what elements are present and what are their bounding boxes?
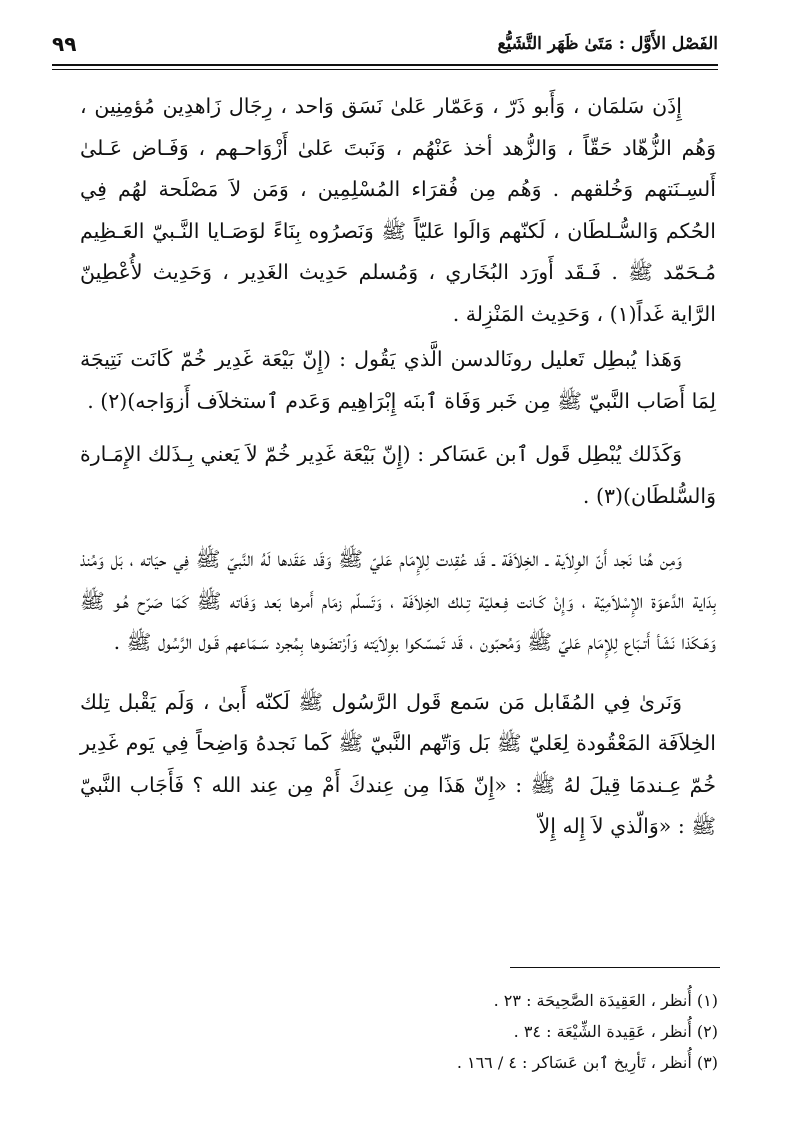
paragraph-text: وَهَذا يُبطِل تَعليل رونَالدسن الَّذي يَقُول : (إِنّ بَيْعَة غَدِير خُمّ كَانَت نَتِيجَة لِمَا أَصَاب النَّبيّ ﷺ مِن خَبر وَفَاة ٱبنَه إِبْرَاهِيم وَعَدم ٱستخلاَف أَزوَاجه)(٢) . (80, 347, 716, 413)
footnotes (80, 985, 718, 1078)
footnote-divider (510, 967, 720, 968)
paragraph-text: إِذَن سَلمَان ، وَأَبو ذَرّ ، وَعَمّار عَلىٰ نَسَق وَاحد ، رِجَال زَاهدِين مُؤمِنِين ، وَهُم الزُّهّاد حَقّاً ، وَالزُّهد أخذ عَنْهُم ، وَنَبتَ عَلىٰ أَزْوَاحـهم ، وَفَـاض عَـلىٰ أَلسِـنَتهم وَخُلقهم . وَهُم مِن فُقرَاء المُسْلِمِين ، وَمَن لاَ مَصْلَحة لهُم فِي الحُكم وَالسُّـلطَان ، لَكنّهم وَالَوا عَليّاً ﷺ وَنَصرُوه بِنَاءً لوَصَـايا النَّـبيّ العَـظِيم مُـحَمّد ﷺ . فَـقَد أَورَد البُخَاري ، وَمُسلم حَدِيث الغَدِير ، وَحَدِيث لأُعْطِينّ الرَّاية غَداً(١) ، وَحَدِيث المَنْزِلة . (80, 94, 716, 326)
page-header (52, 28, 718, 68)
paragraph-text: وَنَرىٰ فِي المُقَابل مَن سَمع قَول الرَّسُول ﷺ لَكنّه أَبىٰ ، وَلَم يَقْبل تِلك الخِلاَفَة المَعْقُودة لِعَليّ ﷺ بَل وَٱتّهم النَّبيّ ﷺ كَما نَجدهُ وَاضِحاً فِي يَوم غَدِير خُمّ عِـندمَا قِيلَ لهُ ﷺ : «إِنّ هَذَا مِن عِندكَ أَمْ مِن عِند الله ؟ فَأَجَاب النَّبيّ ﷺ : «وَالّذي لاَ إِله إِلاّ (80, 689, 716, 838)
paragraph (80, 86, 716, 335)
paragraph (80, 339, 716, 422)
paragraph (80, 434, 716, 517)
header-divider-thin (52, 69, 718, 70)
footnote: (١) أُنظر ، العَقِيدَة الصَّحِيحَة : ٢٣ . (493, 991, 718, 1010)
footnote: (٢) أُنظر ، عَقِيدة الشِّيْعَة : ٣٤ . (513, 1022, 718, 1041)
paragraph-text: وَمِن هُنا نَجد أَنّ الوِلاَية ـ الخِلاَفَة ـ قَد عُقِدت لِلإِمَام عَليّ ﷺ وَقَد عَقَدها لَهُ النَّبيّ ﷺ فِي حيَاته ، بَل وَمُنذ بِدَاية الدَّعوَة الإِسْلاَمِيّة ، وَإِنْ كَـانت فِـعليّة تِـلك الخِلاَفَة ، وَتَسلّم زمَام أَمرها بَعد وَفَاته ﷺ كَمَا صَرّح هُـو ﷺ وَهَـكَذا نَشَأ أَتـبَاع لِلإِمَام عَليّ ﷺ وَمُحبّون ، قَد تَمسّكوا بوِلاَيَته وَٱرْتضَوها بِمُجرد سَـمَاعهم قَـول الرَّسُول ﷺ . (80, 547, 716, 654)
page-body (80, 86, 716, 848)
page-number: ٩٩ (52, 32, 77, 56)
paragraph-text: وَكَذَلك يُبْطِل قَول ٱبن عَسَاكر : (إِنّ بَيْعَة غَدِير خُمّ لاَ يَعني بِـذَلك الإِمَـارة وَالسُّلطَان)(٣) . (80, 442, 716, 508)
paragraph (80, 682, 716, 848)
header-divider (52, 64, 718, 66)
footnote: (٣) أُنظر ، تَأرِيخ ٱبن عَسَاكر : ٤ / ١٦٦ . (456, 1053, 718, 1072)
paragraph (80, 539, 716, 664)
chapter-title: الفَصْل الأَوَّل : مَتَىٰ ظَهَر التَّشَيُّع (497, 34, 718, 54)
